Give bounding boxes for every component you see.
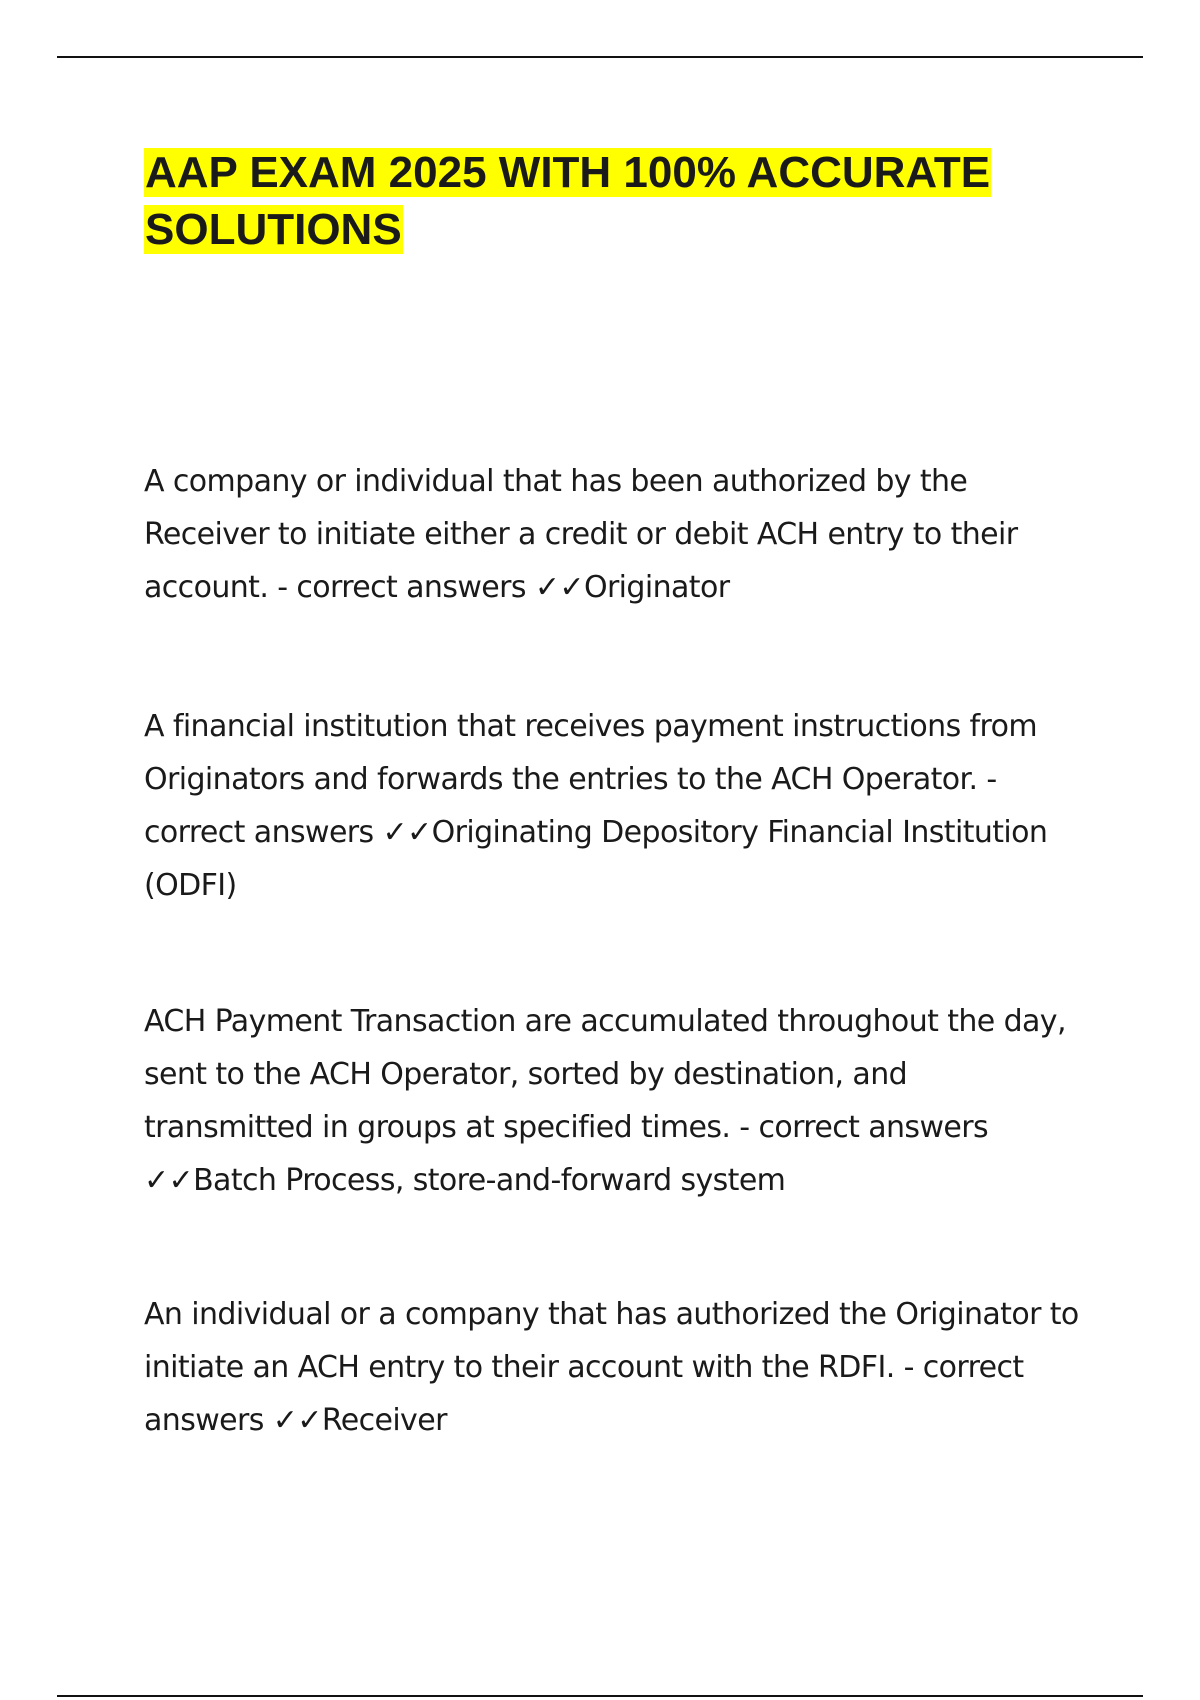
question-text: A financial institution that receives payment instructions from Originators and forwards the entries to the ACH Operator. - correct answers xyxy=(144,709,1037,850)
qa-item-4 xyxy=(144,1288,1084,1447)
bottom-horizontal-rule xyxy=(57,1695,1143,1697)
question-text: ACH Payment Transaction are accumulated throughout the day, sent to the ACH Operator, sorted by destination, and transmitted in groups at specified times. - correct answers xyxy=(144,1004,1066,1145)
answer-text: Batch Process, store-and-forward system xyxy=(193,1163,786,1198)
top-horizontal-rule xyxy=(57,56,1143,58)
checkmark-icon: ✓✓ xyxy=(382,815,432,850)
answer-text: Originator xyxy=(583,570,730,605)
question-text: A company or individual that has been authorized by the Receiver to initiate either a credit or debit ACH entry to their account. - correct answers xyxy=(144,464,1018,605)
qa-item-2 xyxy=(144,700,1084,912)
title-highlight: AAP EXAM 2025 WITH 100% ACCURATE SOLUTIONS xyxy=(145,148,991,254)
question-text: An individual or a company that has authorized the Originator to initiate an ACH entry to their account with the RDFI. - correct answers xyxy=(144,1297,1079,1438)
answer-text: Receiver xyxy=(321,1403,447,1438)
document-title xyxy=(144,144,1084,258)
answer-text: Originating Depository Financial Institution (ODFI) xyxy=(144,815,1048,903)
qa-item-1 xyxy=(144,455,1084,614)
checkmark-icon: ✓✓ xyxy=(534,570,584,605)
checkmark-icon: ✓✓ xyxy=(272,1403,322,1438)
qa-item-3 xyxy=(144,995,1084,1207)
checkmark-icon: ✓✓ xyxy=(144,1163,194,1198)
